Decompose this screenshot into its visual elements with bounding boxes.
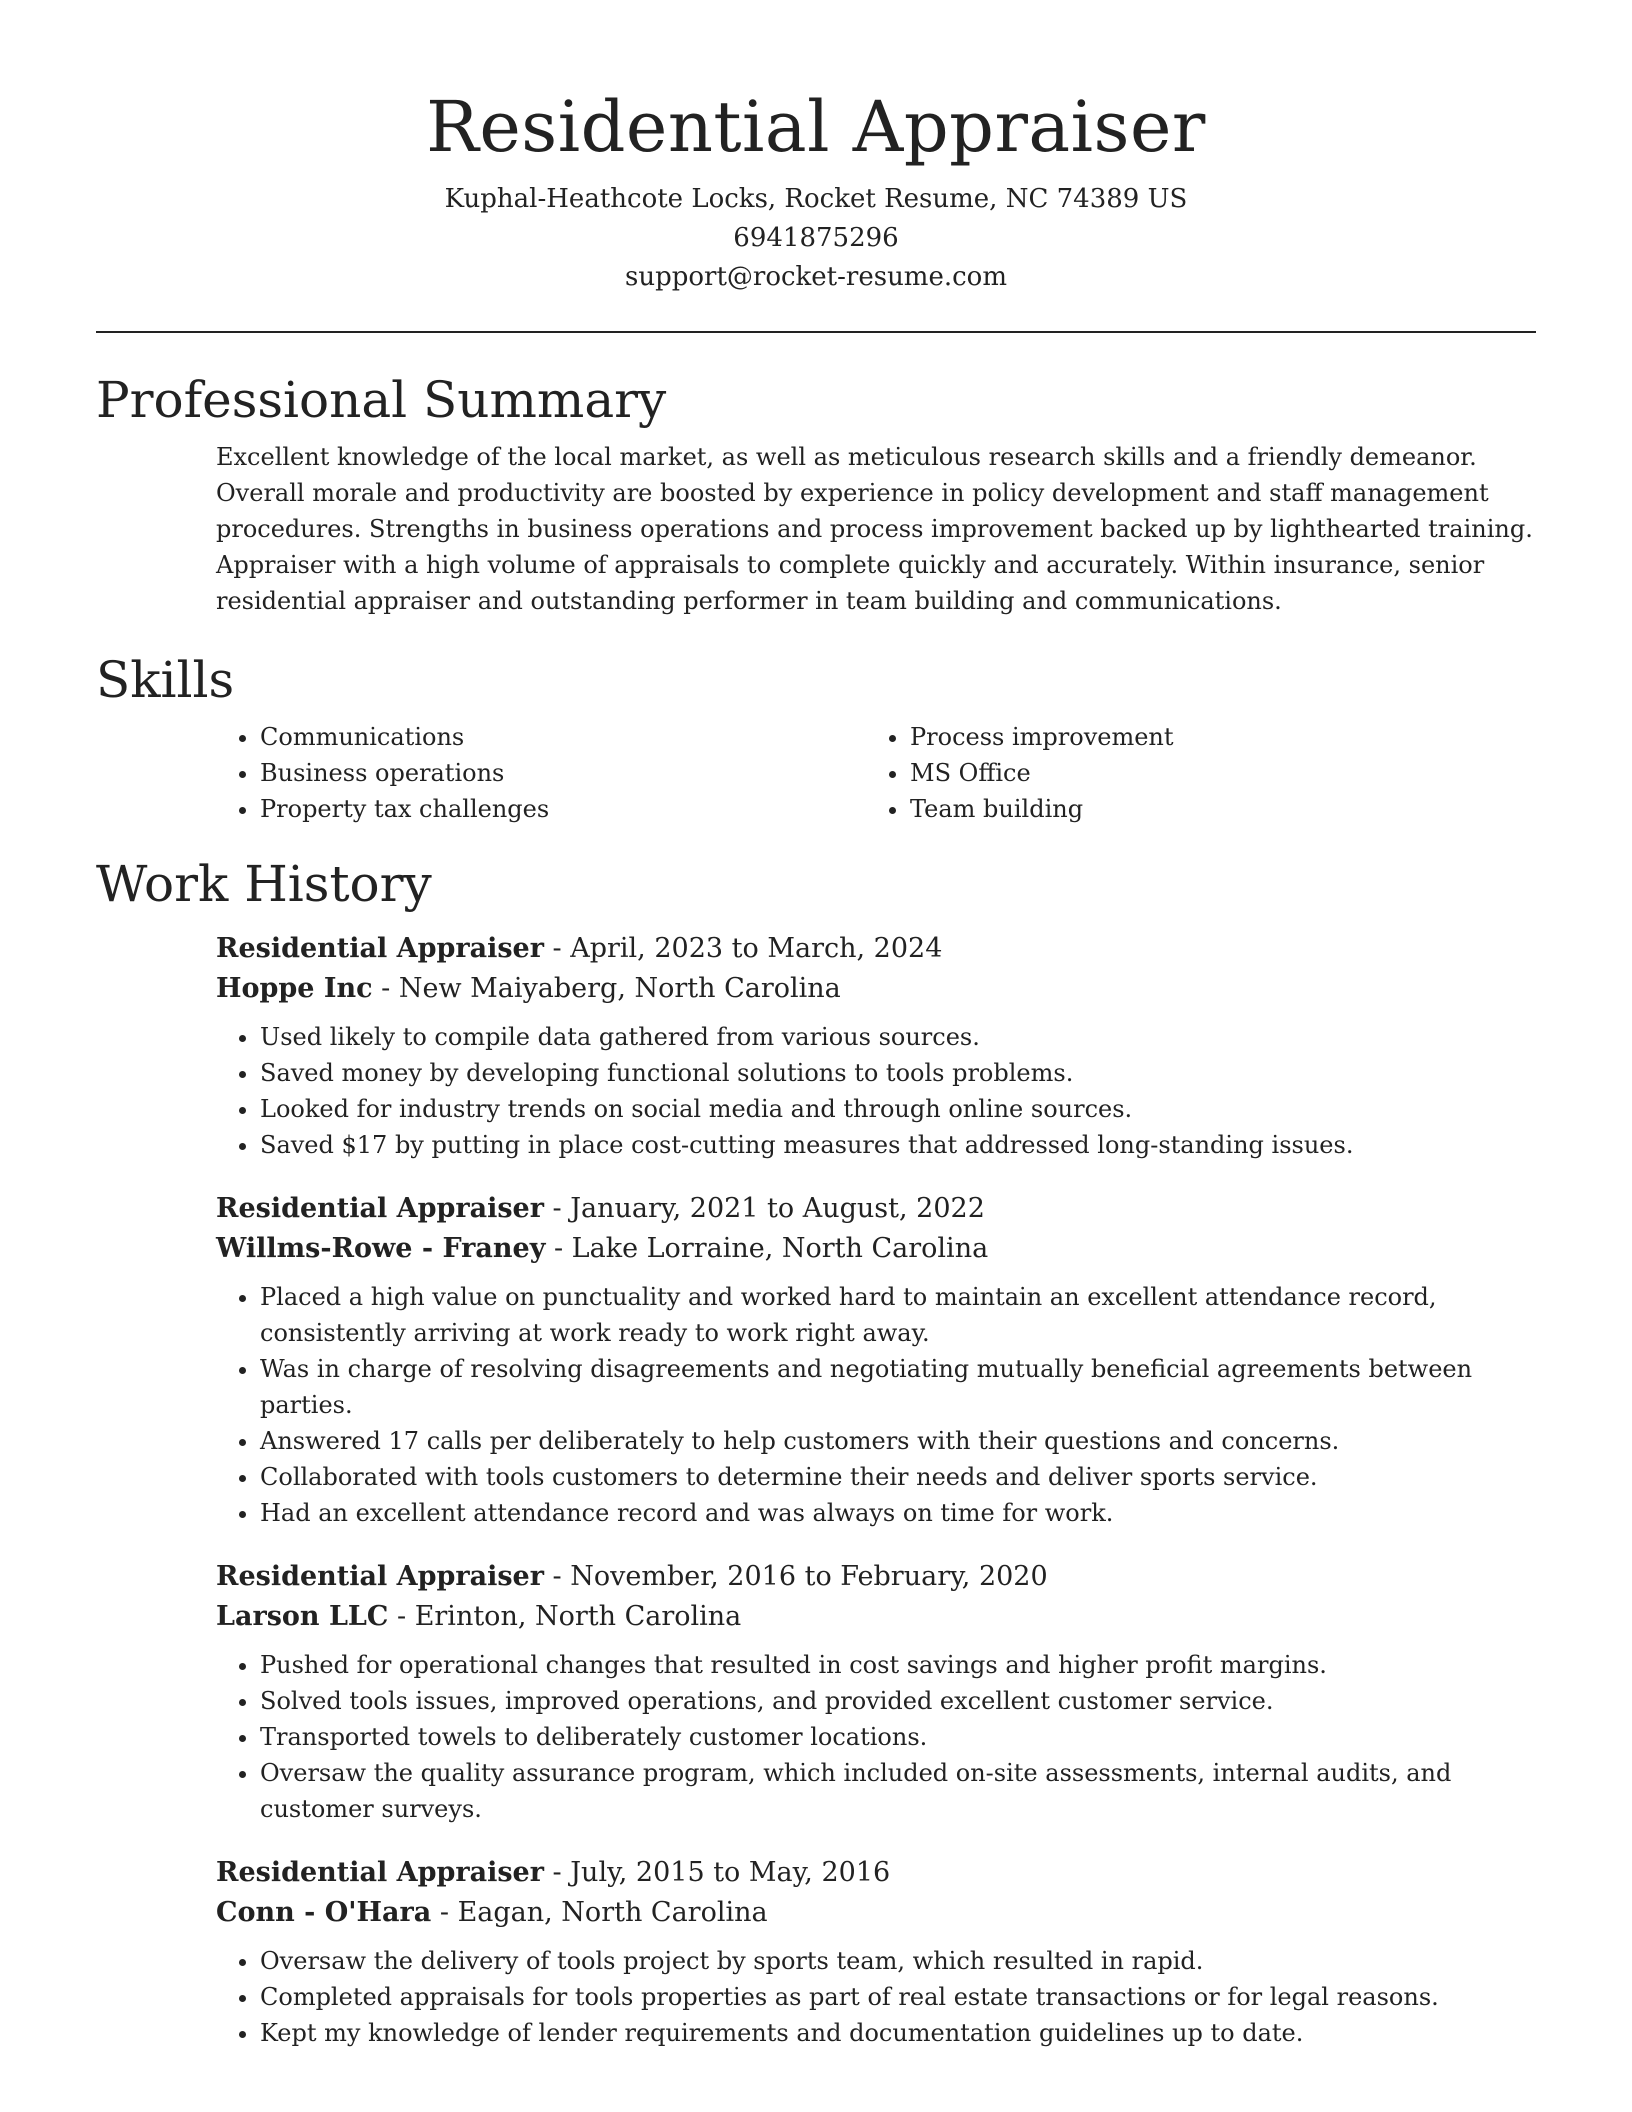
job-bullet: • Completed appraisals for tools properties as part of real estate transactions or for legal reasons. (260, 1979, 1536, 2015)
job-bullets (216, 1279, 1536, 1531)
job-bullet: • Looked for industry trends on social media and through online sources. (260, 1091, 1536, 1127)
job-bullets (216, 1647, 1536, 1827)
skills-column-right (866, 719, 1516, 827)
job-bullet: • Oversaw the delivery of tools project by sports team, which resulted in rapid. (260, 1943, 1536, 1979)
job-company-line (216, 969, 1536, 1009)
skill-item: • Communications (260, 719, 866, 755)
job-title-line (216, 1853, 1536, 1893)
job-location: - Lake Lorraine, North Carolina (545, 1233, 989, 1264)
job-company: Hoppe Inc (216, 973, 373, 1004)
job-bullet: • Saved $17 by putting in place cost-cutting measures that addressed long-standing issues. (260, 1127, 1536, 1163)
skill-item: • Process improvement (910, 719, 1516, 755)
job-bullet: • Solved tools issues, improved operations, and provided excellent customer service. (260, 1683, 1536, 1719)
job-bullet: • Answered 17 calls per deliberately to help customers with their questions and concerns. (260, 1423, 1536, 1459)
job-bullet: • Transported towels to deliberately customer locations. (260, 1719, 1536, 1755)
contact-block (96, 180, 1536, 297)
job-company: Willms-Rowe - Franey (216, 1233, 546, 1264)
job-dates: - April, 2023 to March, 2024 (543, 933, 943, 964)
job-location: - Eagan, North Carolina (431, 1897, 768, 1928)
job-dates: - November, 2016 to February, 2020 (543, 1561, 1048, 1592)
job-dates: - January, 2021 to August, 2022 (543, 1193, 985, 1224)
job-bullet: • Used likely to compile data gathered from various sources. (260, 1019, 1536, 1055)
skill-item: • MS Office (910, 755, 1516, 791)
job-company: Larson LLC (216, 1601, 389, 1632)
skill-item: • Property tax challenges (260, 791, 866, 827)
job-entry (216, 1189, 1536, 1531)
job-entry (216, 929, 1536, 1163)
job-role: Residential Appraiser (216, 1193, 544, 1224)
job-role: Residential Appraiser (216, 933, 544, 964)
job-title-line (216, 1189, 1536, 1229)
address: Kuphal-Heathcote Locks, Rocket Resume, NC 74389 US (444, 184, 1188, 214)
resume-page (96, 0, 1536, 2051)
job-title-line (216, 1557, 1536, 1597)
job-bullet: • Was in charge of resolving disagreements and negotiating mutually beneficial agreements between parties. (260, 1351, 1536, 1423)
job-entry (216, 1853, 1536, 2051)
email: support@rocket-resume.com (624, 262, 1007, 292)
skills-list (216, 719, 1536, 827)
summary-heading: Professional Summary (96, 371, 667, 429)
phone: 6941875296 (733, 223, 899, 253)
skill-item: • Team building (910, 791, 1516, 827)
job-entry (216, 1557, 1536, 1827)
job-bullets (216, 1943, 1536, 2051)
job-bullet: • Collaborated with tools customers to determine their needs and deliver sports service. (260, 1459, 1536, 1495)
skills-column-left (216, 719, 866, 827)
job-bullet: • Oversaw the quality assurance program, which included on-site assessments, internal audits, and customer surveys. (260, 1755, 1536, 1827)
job-location: - New Maiyaberg, North Carolina (372, 973, 841, 1004)
job-bullets (216, 1019, 1536, 1163)
job-bullet: • Had an excellent attendance record and was always on time for work. (260, 1495, 1536, 1531)
job-company-line (216, 1229, 1536, 1269)
job-role: Residential Appraiser (216, 1857, 544, 1888)
job-bullet: • Placed a high value on punctuality and worked hard to maintain an excellent attendance record, consistently arriving at work ready to work right away. (260, 1279, 1536, 1351)
job-bullet: • Pushed for operational changes that resulted in cost savings and higher profit margins. (260, 1647, 1536, 1683)
job-company: Conn - O'Hara (216, 1897, 432, 1928)
job-company-line (216, 1893, 1536, 1933)
job-company-line (216, 1597, 1536, 1637)
job-bullet: • Kept my knowledge of lender requirements and documentation guidelines up to date. (260, 2015, 1536, 2051)
header-divider (96, 331, 1536, 333)
work-history-heading: Work History (96, 855, 432, 913)
job-role: Residential Appraiser (216, 1561, 544, 1592)
job-bullet: • Saved money by developing functional solutions to tools problems. (260, 1055, 1536, 1091)
job-title-line (216, 929, 1536, 969)
job-dates: - July, 2015 to May, 2016 (543, 1857, 891, 1888)
candidate-name: Residential Appraiser (426, 86, 1206, 168)
job-location: - Erinton, North Carolina (388, 1601, 742, 1632)
skill-item: • Business operations (260, 755, 866, 791)
skills-heading: Skills (96, 651, 235, 709)
summary-text: Excellent knowledge of the local market, as well as meticulous research skills and a friendly demeanor. Overall morale and productivity are boosted by experience in policy development and staff management procedures. Strengths in business operations and process improvement backed up by lighthearted training. Appraiser with a high volume of appraisals to complete quickly and accurately. Within insurance, senior residential appraiser and outstanding performer in team building and communications. (216, 443, 1533, 615)
